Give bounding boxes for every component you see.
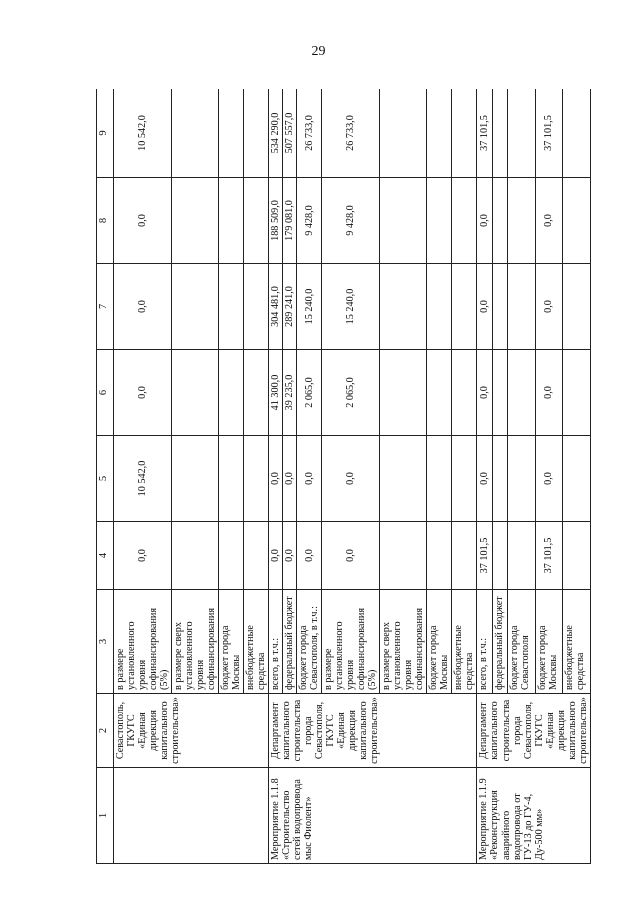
m118-r3-c8: 9 428,0 [322, 178, 380, 264]
cont-responsible-cell: Севастополь, ГКУГС «Единая дирекция капитального строительства» [114, 694, 269, 768]
col-header-5: 5 [97, 436, 114, 522]
m118-r5-label: бюджет города Москвы [427, 590, 452, 694]
m119-r0-c6: 0,0 [477, 350, 492, 436]
m118-r3-c4: 0,0 [322, 522, 380, 590]
m118-r0-c9: 534 290,0 [269, 89, 283, 178]
m119-r3-c6: 0,0 [535, 350, 562, 436]
col-header-3: 3 [97, 590, 114, 694]
col-header-2: 2 [97, 694, 114, 768]
m118-r1-c9: 507 557,0 [283, 89, 297, 178]
m118-r3-c9: 26 733,0 [322, 89, 380, 178]
m118-responsible-cell: Департамент капитального строительства города Севастополя, ГКУГС «Единая дирекция капитального строительства» [269, 694, 477, 768]
m118-r0-label: всего, в т.ч.: [269, 590, 283, 694]
m119-r0-label: всего, в т.ч.: [477, 590, 492, 694]
m119-r3-c7: 0,0 [535, 264, 562, 350]
m118-r4-label: в размере сверх установленного уровня софинансирования [380, 590, 427, 694]
col-header-8: 8 [97, 178, 114, 264]
m119-r3-label: бюджет города Москвы [535, 590, 562, 694]
m119-r3-c4: 37 101,5 [535, 522, 562, 590]
m118-r0-c4: 0,0 [269, 522, 283, 590]
m119-title-cell: Мероприятие 1.1.9 «Реконструкция аварийного водопровода от ГУ-13 до ГУ-4, Ду-500 мм» [477, 768, 590, 864]
col-header-4: 4 [97, 522, 114, 590]
m119-r0-c9: 37 101,5 [477, 89, 492, 178]
m118-r2-c7: 15 240,0 [297, 264, 322, 350]
m118-r1-c7: 289 241,0 [283, 264, 297, 350]
m118-r2-c6: 2 065,0 [297, 350, 322, 436]
m119-r3-c5: 0,0 [535, 436, 562, 522]
cont-col1-cell [114, 768, 269, 864]
cont-r1-c7: 0,0 [114, 264, 172, 350]
m119-r3-c8: 0,0 [535, 178, 562, 264]
cont-r3-label: бюджет города Москвы [219, 590, 244, 694]
cont-r1-c4: 0,0 [114, 522, 172, 590]
cont-r1-c6: 0,0 [114, 350, 172, 436]
m118-r2-c9: 26 733,0 [297, 89, 322, 178]
m118-r2-c5: 0,0 [297, 436, 322, 522]
m118-r1-c5: 0,0 [283, 436, 297, 522]
m118-r1-c6: 39 235,0 [283, 350, 297, 436]
m119-r0-c7: 0,0 [477, 264, 492, 350]
cont-r1-c5: 10 542,0 [114, 436, 172, 522]
page-number: 29 [311, 44, 326, 59]
table-row [477, 89, 492, 864]
m118-r1-c4: 0,0 [283, 522, 297, 590]
m118-r2-label: бюджет города Севастополя, в т.ч.: [297, 590, 322, 694]
cont-r1-c8: 0,0 [114, 178, 172, 264]
table-viewport [96, 89, 636, 864]
m118-r2-c8: 9 428,0 [297, 178, 322, 264]
m118-r6-label: внебюджетные средства [452, 590, 477, 694]
m118-title-cell: Мероприятие 1.1.8 «Строительство сетей водопровода мыс Фиолент» [269, 768, 477, 864]
m119-r1-label: федеральный бюджет [492, 590, 507, 694]
cont-r2-label: в размере сверх установленного уровня софинансирования [172, 590, 219, 694]
header-row [97, 89, 114, 864]
m118-r0-c6: 41 300,0 [269, 350, 283, 436]
cont-r1-label: в размере установленного уровня софинансирования (5%) [114, 590, 172, 694]
m118-r1-label: федеральный бюджет [283, 590, 297, 694]
m118-r2-c4: 0,0 [297, 522, 322, 590]
m119-r0-c4: 37 101,5 [477, 522, 492, 590]
table-row [269, 89, 283, 864]
m118-r1-c8: 179 081,0 [283, 178, 297, 264]
m118-r3-label: в размере установленного уровня софинансирования (5%) [322, 590, 380, 694]
m119-responsible-cell: Департамент капитального строительства города Севастополя, ГКУГС «Единая дирекция капитального строительства» [477, 694, 590, 768]
m119-r0-c8: 0,0 [477, 178, 492, 264]
col-header-1: 1 [97, 768, 114, 864]
m119-r0-c5: 0,0 [477, 436, 492, 522]
col-header-7: 7 [97, 264, 114, 350]
table-row [114, 89, 172, 864]
col-header-9: 9 [97, 89, 114, 178]
m119-r4-label: внебюджетные средства [563, 590, 591, 694]
m118-r3-c5: 0,0 [322, 436, 380, 522]
m118-r0-c8: 188 509,0 [269, 178, 283, 264]
m118-r0-c5: 0,0 [269, 436, 283, 522]
rotated-table-container [96, 89, 636, 864]
m119-r2-label: бюджет города Севастополя [508, 590, 535, 694]
m118-r3-c6: 2 065,0 [322, 350, 380, 436]
m118-r3-c7: 15 240,0 [322, 264, 380, 350]
m118-r0-c7: 304 481,0 [269, 264, 283, 350]
cont-r1-c9: 10 542,0 [114, 89, 172, 178]
col-header-6: 6 [97, 350, 114, 436]
m119-r3-c9: 37 101,5 [535, 89, 562, 178]
cont-r4-label: внебюджетные средства [244, 590, 269, 694]
financing-table [96, 89, 591, 864]
